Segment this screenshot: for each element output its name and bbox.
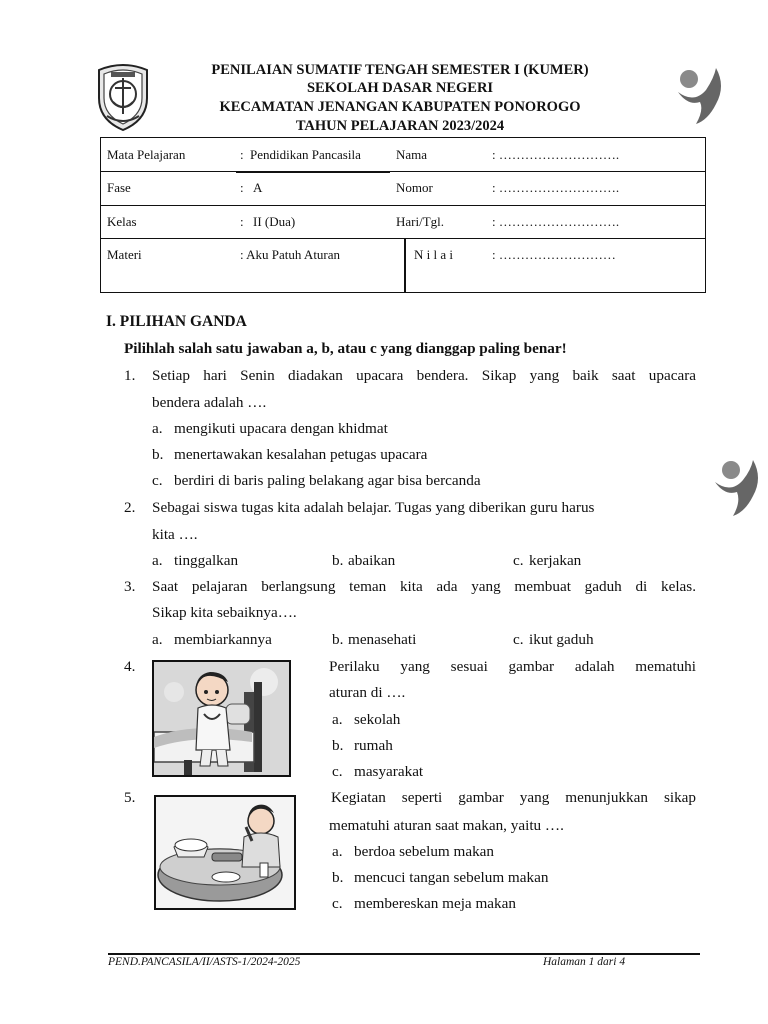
mapel-colon: : — [240, 147, 244, 162]
watermark-figure-icon-top — [676, 66, 724, 124]
nama-field[interactable]: : ………………………. — [492, 147, 620, 162]
question-text: Sebagai siswa tugas kita adalah belajar. Tugas yang diberikan guru harus — [152, 499, 595, 516]
option-text[interactable]: berdoa sebelum makan — [354, 843, 495, 860]
option-text[interactable]: membiarkannya — [174, 631, 272, 648]
header-title-line-4: TAHUN PELAJARAN 2023/2024 — [295, 118, 505, 134]
fase-value: A — [253, 180, 263, 195]
option-text[interactable]: tinggalkan — [174, 552, 239, 569]
option-letter: c. — [332, 895, 343, 912]
question-number: 1. — [124, 367, 136, 384]
watermark-figure-icon-middle — [713, 458, 761, 516]
table-divider — [100, 238, 706, 239]
header-title-line-2: SEKOLAH DASAR NEGERI — [306, 80, 494, 96]
hari-label: Hari/Tgl. — [396, 214, 445, 229]
option-letter: b. — [332, 737, 344, 754]
option-text[interactable]: membereskan meja makan — [354, 895, 516, 912]
question-number: 3. — [124, 578, 136, 595]
option-letter: c. — [513, 631, 524, 648]
option-letter: a. — [332, 711, 343, 728]
question-4-illustration-child-on-bed — [152, 660, 291, 777]
materi-label: Materi — [107, 247, 142, 262]
question-text: Sikap kita sebaiknya…. — [152, 604, 297, 621]
option-text[interactable]: abaikan — [348, 552, 396, 569]
option-text[interactable]: menertawakan kesalahan petugas upacara — [174, 446, 428, 463]
fase-colon: : — [240, 180, 244, 195]
fase-label: Fase — [107, 180, 131, 195]
kelas-colon: : — [240, 214, 244, 229]
question-number: 2. — [124, 499, 136, 516]
hari-field[interactable]: : ………………………. — [492, 214, 620, 229]
header-title-line-3: KECAMATAN JENANGAN KABUPATEN PONOROGO — [219, 99, 581, 115]
table-divider — [100, 205, 706, 206]
option-letter: c. — [152, 472, 163, 489]
option-letter: a. — [152, 631, 163, 648]
mapel-label: Mata Pelajaran — [107, 147, 186, 162]
question-text: Perilaku yang sesuai gambar adalah mematuhi — [329, 658, 696, 675]
table-divider — [100, 171, 706, 172]
option-text[interactable]: ikut gaduh — [529, 631, 594, 648]
nilai-field[interactable]: : ……………………… — [492, 247, 616, 262]
table-vertical-divider — [404, 238, 406, 293]
kelas-label: Kelas — [107, 214, 137, 229]
option-text[interactable]: mencuci tangan sebelum makan — [354, 869, 549, 886]
question-text: Kegiatan seperti gambar yang menunjukkan sikap — [331, 789, 696, 806]
option-letter: c. — [513, 552, 524, 569]
nomor-field[interactable]: : ………………………. — [492, 180, 620, 195]
question-number: 4. — [124, 658, 136, 675]
question-5-illustration-child-eating — [154, 795, 296, 910]
option-letter: a. — [152, 552, 163, 569]
option-text[interactable]: menasehati — [348, 631, 417, 648]
section-title: I. PILIHAN GANDA — [106, 313, 247, 330]
nomor-label: Nomor — [396, 180, 433, 195]
option-text[interactable]: kerjakan — [529, 552, 582, 569]
question-text: Saat pelajaran berlangsung teman kita ada yang membuat gaduh di kelas. — [152, 578, 696, 595]
option-text[interactable]: rumah — [354, 737, 393, 754]
option-text[interactable]: berdiri di baris paling belakang agar bisa bercanda — [174, 472, 481, 489]
option-letter: a. — [152, 420, 163, 437]
table-underline — [236, 171, 390, 173]
option-letter: a. — [332, 843, 343, 860]
option-letter: b. — [332, 552, 344, 569]
footer-page-number: Halaman 1 dari 4 — [543, 956, 626, 968]
materi-value: : Aku Patuh Aturan — [240, 247, 341, 262]
option-text[interactable]: mengikuti upacara dengan khidmat — [174, 420, 388, 437]
nilai-label: N i l a i — [414, 247, 453, 262]
question-number: 5. — [124, 789, 136, 806]
option-letter: c. — [332, 763, 343, 780]
option-letter: b. — [152, 446, 164, 463]
footer-document-code: PEND.PANCASILA/II/ASTS-1/2024-2025 — [108, 956, 301, 968]
question-text: bendera adalah …. — [152, 394, 267, 411]
option-letter: b. — [332, 631, 344, 648]
mapel-value: Pendidikan Pancasila — [250, 147, 361, 162]
option-text[interactable]: masyarakat — [354, 763, 424, 780]
option-letter: b. — [332, 869, 344, 886]
section-instruction: Pilihlah salah satu jawaban a, b, atau c yang dianggap paling benar! — [124, 340, 567, 357]
question-text: aturan di …. — [329, 684, 406, 701]
header-title-line-1: PENILAIAN SUMATIF TENGAH SEMESTER I (KUMER) — [211, 62, 589, 78]
question-text: Setiap hari Senin diadakan upacara bendera. Sikap yang baik saat upacara — [152, 367, 696, 384]
question-text: mematuhi aturan saat makan, yaitu …. — [329, 817, 564, 834]
option-text[interactable]: sekolah — [354, 711, 401, 728]
question-text: kita …. — [152, 526, 198, 543]
kelas-value: II (Dua) — [253, 214, 296, 229]
nama-label: Nama — [396, 147, 428, 162]
